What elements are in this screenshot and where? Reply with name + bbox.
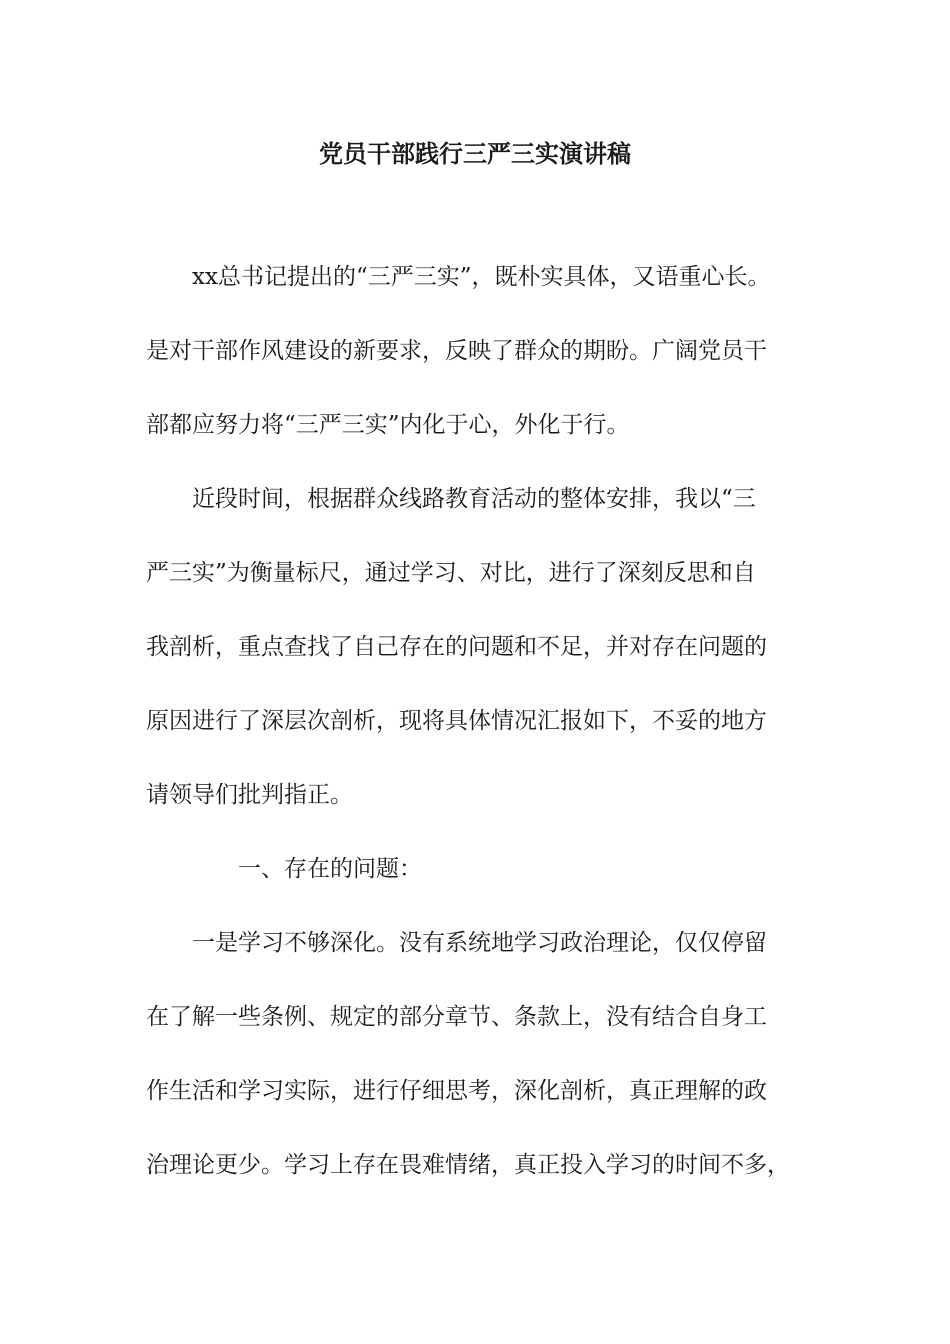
paragraph-line: 严三实”为衡量标尺，通过学习、对比，进行了深刻反思和自: [146, 560, 756, 586]
document-title: 党员干部践行三严三实演讲稿: [319, 139, 631, 168]
paragraph-line: 是对干部作风建设的新要求，反映了群众的期盼。广阔党员干: [146, 338, 767, 364]
section-heading: 一、存在的问题：: [238, 856, 422, 882]
paragraph-line: 近段时间，根据群众线路教育活动的整体安排，我以“三: [192, 486, 756, 512]
paragraph-line: 在了解一些条例、规定的部分章节、条款上，没有结合自身工: [146, 1004, 767, 1030]
paragraph-line: xx总书记提出的“三严三实”，既朴实具体，又语重心长。: [192, 264, 771, 290]
paragraph-line: 请领导们批判指正。: [146, 782, 353, 808]
document-body: [146, 254, 810, 1216]
paragraph-line: 治理论更少。学习上存在畏难情绪，真正投入学习的时间不多，: [146, 1152, 790, 1178]
paragraph-line: 一是学习不够深化。没有系统地学习政治理论，仅仅停留: [192, 930, 767, 956]
paragraph-line: 作生活和学习实际，进行仔细思考，深化剖析，真正理解的政: [146, 1078, 767, 1104]
paragraph-line: 部都应努力将“三严三实”内化于心，外化于行。: [146, 412, 630, 438]
paragraph-line: 我剖析，重点查找了自己存在的问题和不足，并对存在问题的: [146, 634, 767, 660]
paragraph-line: 原因进行了深层次剖析，现将具体情况汇报如下，不妥的地方: [146, 708, 767, 734]
